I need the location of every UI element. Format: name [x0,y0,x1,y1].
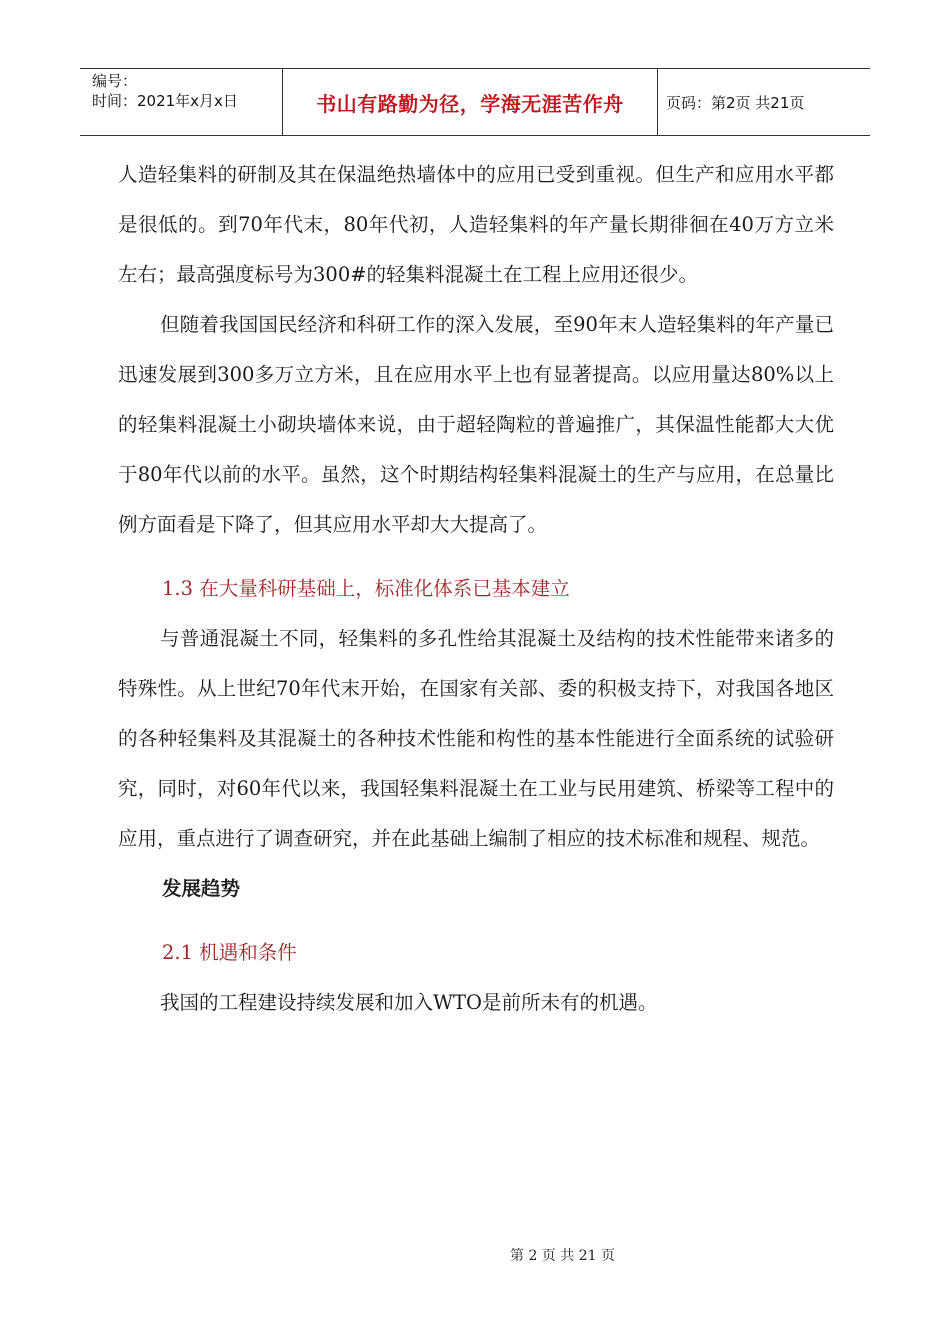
section-heading-1-3: 1.3 在大量科研基础上，标准化体系已基本建立 [162,577,570,600]
document-number-label: 编号： [92,72,138,90]
paragraph-1: 人造轻集料的研制及其在保温绝热墙体中的应用已受到重视。但生产和应用水平都是很低的。到70年代末，80年代初，人造轻集料的年产量长期徘徊在40万方立米左右；最高强度标号为300#的轻集料混凝土在工程上应用还很少。 [118,163,834,286]
header-meta [80,69,282,135]
document-body [118,150,834,1028]
paragraph-3: 与普通混凝土不同，轻集料的多孔性给其混凝土及结构的技术性能带来诸多的特殊性。从上世纪70年代末开始，在国家有关部、委的积极支持下，对我国各地区的各种轻集料及其混凝土的各种技术性能和构性的基本性能进行全面系统的试验研究，同时，对60年代以来，我国轻集料混凝土在工业与民用建筑、桥梁等工程中的应用，重点进行了调查研究，并在此基础上编制了相应的技术标准和规程、规范。 [118,627,834,850]
paragraph-4: 我国的工程建设持续发展和加入WTO是前所未有的机遇。 [160,991,658,1014]
section-heading-development-trend: 发展趋势 [162,877,241,900]
section-heading-2-1: 2.1 机遇和条件 [162,941,297,964]
header-page-code: 页码：第2页 共21页 [666,93,805,112]
header-motto: 书山有路勤为径，学海无涯苦作舟 [282,69,658,135]
page-footer: 第 2 页 共 21 页 [510,1248,615,1264]
page-header [80,68,870,136]
document-time-label: 时间：2021年x月x日 [92,92,238,110]
paragraph-2: 但随着我国国民经济和科研工作的深入发展，至90年末人造轻集料的年产量已迅速发展到300多万立方米，且在应用水平上也有显著提高。以应用量达80%以上的轻集料混凝土小砌块墙体来说，由于超轻陶粒的普遍推广，其保温性能都大大优于80年代以前的水平。虽然，这个时期结构轻集料混凝土的生产与应用，在总量比例方面看是下降了，但其应用水平却大大提高了。 [118,313,834,536]
